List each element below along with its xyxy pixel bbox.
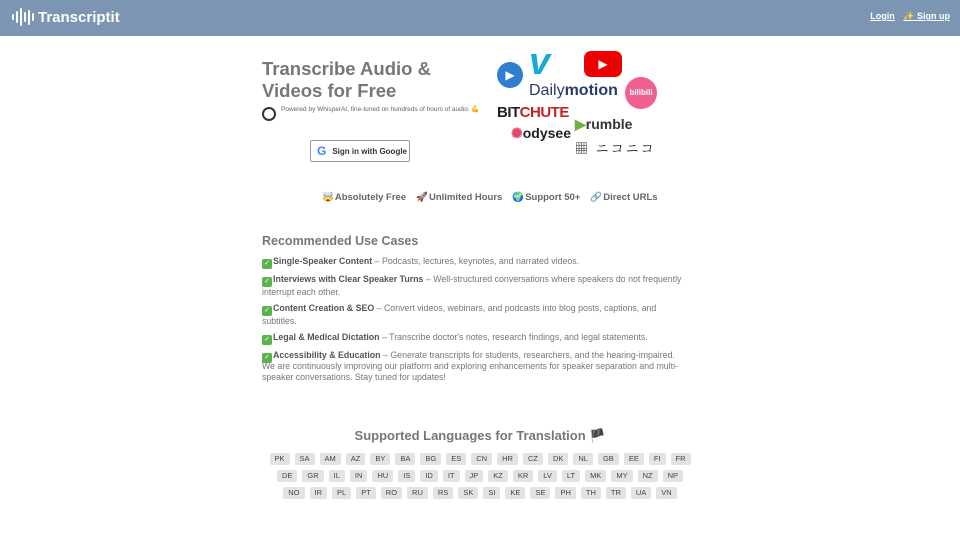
language-chip[interactable]: BA bbox=[395, 453, 415, 465]
language-chip[interactable]: LT bbox=[562, 470, 580, 482]
language-chip[interactable]: AM bbox=[320, 453, 341, 465]
globe-icon: 🌍 bbox=[512, 192, 525, 203]
brand-name: Transcriptit bbox=[38, 8, 120, 26]
language-chip[interactable]: RO bbox=[381, 487, 402, 499]
language-chip[interactable]: BY bbox=[370, 453, 390, 465]
language-chip[interactable]: IN bbox=[350, 470, 368, 482]
language-chip[interactable]: ES bbox=[446, 453, 466, 465]
language-chip[interactable]: CN bbox=[471, 453, 492, 465]
language-chip[interactable]: GB bbox=[598, 453, 619, 465]
feature-languages: 🌍Support 50+ bbox=[512, 192, 581, 203]
language-chip[interactable]: IS bbox=[398, 470, 415, 482]
openai-icon bbox=[262, 107, 276, 121]
auth-links bbox=[864, 11, 950, 22]
google-signin-button[interactable] bbox=[310, 140, 410, 162]
top-navbar bbox=[0, 0, 960, 36]
dailymotion-logo: Dailymotion bbox=[529, 82, 618, 99]
language-chip[interactable]: UA bbox=[631, 487, 651, 499]
language-chip[interactable]: PT bbox=[356, 487, 376, 499]
language-chip[interactable]: GR bbox=[302, 470, 323, 482]
login-link[interactable]: Login bbox=[870, 11, 895, 21]
brand-logo[interactable] bbox=[12, 7, 120, 27]
use-case-item: ✓ Legal & Medical Dictation – Transcribe doctor's notes, research findings, and legal statements. bbox=[262, 332, 692, 345]
tv-icon: ▦ bbox=[575, 141, 591, 156]
language-chip[interactable]: SE bbox=[530, 487, 550, 499]
language-row bbox=[0, 487, 960, 499]
language-chip[interactable]: MK bbox=[585, 470, 606, 482]
language-chip[interactable]: EE bbox=[624, 453, 644, 465]
language-chip[interactable]: HU bbox=[372, 470, 393, 482]
check-icon: ✓ bbox=[262, 306, 272, 316]
language-chip[interactable]: RU bbox=[407, 487, 428, 499]
language-chip[interactable]: ID bbox=[420, 470, 438, 482]
language-chip[interactable]: PL bbox=[332, 487, 351, 499]
odysee-icon: ✺ bbox=[511, 125, 523, 141]
language-chip[interactable]: BG bbox=[420, 453, 441, 465]
language-chip[interactable]: FI bbox=[649, 453, 666, 465]
odysee-logo: ✺odysee bbox=[511, 125, 571, 141]
language-chip[interactable]: LV bbox=[538, 470, 557, 482]
google-icon: G bbox=[317, 144, 327, 158]
powered-by-text: Powered by WhisperAI, fine-tuned on hundreds of hours of audio. 💪 bbox=[281, 106, 480, 113]
language-chip[interactable]: KE bbox=[505, 487, 525, 499]
feature-list bbox=[322, 192, 658, 203]
improvement-note: We are continuously improving our platform and exploring enhancements for speaker separation and multi-speaker conversations. Stay tuned for updates! bbox=[262, 361, 678, 382]
sparkle-icon: ✨ bbox=[903, 11, 915, 21]
language-chip[interactable]: NP bbox=[663, 470, 683, 482]
language-chip[interactable]: DE bbox=[277, 470, 297, 482]
language-chip[interactable]: IT bbox=[443, 470, 460, 482]
language-row bbox=[0, 470, 960, 482]
language-chip[interactable]: SI bbox=[483, 487, 500, 499]
feature-urls: 🔗Direct URLs bbox=[590, 192, 658, 203]
use-case-item: ✓ Interviews with Clear Speaker Turns – Well-structured conversations where speakers do not frequently interrupt each other. bbox=[262, 274, 682, 297]
language-chip[interactable]: VN bbox=[656, 487, 676, 499]
language-chip[interactable]: IR bbox=[310, 487, 328, 499]
language-chip[interactable]: DK bbox=[548, 453, 568, 465]
language-chip[interactable]: AZ bbox=[346, 453, 366, 465]
language-chip[interactable]: KZ bbox=[488, 470, 508, 482]
bilibili-logo: bilibili bbox=[625, 77, 657, 109]
language-chip[interactable]: HR bbox=[497, 453, 518, 465]
language-chip[interactable]: KR bbox=[513, 470, 533, 482]
use-cases-list bbox=[262, 256, 692, 368]
language-row bbox=[0, 453, 960, 465]
language-chip[interactable]: CZ bbox=[523, 453, 543, 465]
check-icon: ✓ bbox=[262, 277, 272, 287]
signup-link[interactable]: ✨ Sign up bbox=[903, 11, 950, 21]
language-chip[interactable]: SK bbox=[458, 487, 478, 499]
language-chip[interactable]: JP bbox=[465, 470, 484, 482]
language-chip[interactable]: FR bbox=[671, 453, 691, 465]
language-chip[interactable]: RS bbox=[433, 487, 453, 499]
mind-blown-icon: 🤯 bbox=[322, 192, 334, 203]
rocket-icon: 🚀 bbox=[416, 192, 428, 203]
video-play-icon: ▶ bbox=[497, 62, 523, 88]
languages-title: Supported Languages for Translation 🏴 bbox=[354, 428, 606, 443]
check-icon: ✓ bbox=[262, 335, 272, 345]
language-chip[interactable]: NL bbox=[573, 453, 593, 465]
youtube-icon: ▶ bbox=[584, 51, 622, 77]
powered-by bbox=[262, 105, 492, 121]
check-icon: ✓ bbox=[262, 259, 272, 269]
language-chip[interactable]: PK bbox=[270, 453, 290, 465]
waveform-icon bbox=[12, 7, 34, 27]
niconico-logo: ▦ ニコニコ bbox=[575, 141, 656, 156]
language-chip[interactable]: IL bbox=[329, 470, 345, 482]
language-chip[interactable]: SA bbox=[295, 453, 315, 465]
google-signin-label: Sign in with Google bbox=[332, 146, 408, 156]
hero-title: Transcribe Audio & Videos for Free bbox=[262, 58, 431, 101]
use-case-item: ✓ Single-Speaker Content – Podcasts, lectures, keynotes, and narrated videos. bbox=[262, 256, 692, 269]
language-chip[interactable]: TH bbox=[581, 487, 601, 499]
use-case-item: ✓ Content Creation & SEO – Convert videos, webinars, and podcasts into blog posts, captions, and subtitles. bbox=[262, 303, 657, 326]
language-chip[interactable]: NO bbox=[283, 487, 304, 499]
bitchute-logo: BITCHUTE bbox=[497, 104, 569, 121]
vimeo-icon: v bbox=[529, 41, 551, 83]
use-cases-title: Recommended Use Cases bbox=[262, 234, 419, 248]
platform-logos bbox=[495, 41, 665, 159]
check-icon: ✓ bbox=[262, 353, 272, 363]
language-chip[interactable]: PH bbox=[555, 487, 575, 499]
link-icon: 🔗 bbox=[590, 192, 603, 203]
language-chip[interactable]: MY bbox=[611, 470, 632, 482]
rumble-icon: ▶ bbox=[575, 116, 586, 132]
language-chip[interactable]: TR bbox=[606, 487, 626, 499]
feature-unlimited: 🚀Unlimited Hours bbox=[416, 192, 503, 203]
rumble-logo: ▶rumble bbox=[575, 116, 633, 132]
use-case-item: ✓ Accessibility & Education – Generate transcripts for students, researchers, and the hearing-impaired. bbox=[262, 350, 692, 363]
feature-free: 🤯Absolutely Free bbox=[322, 192, 407, 203]
language-chip[interactable]: NZ bbox=[638, 470, 658, 482]
